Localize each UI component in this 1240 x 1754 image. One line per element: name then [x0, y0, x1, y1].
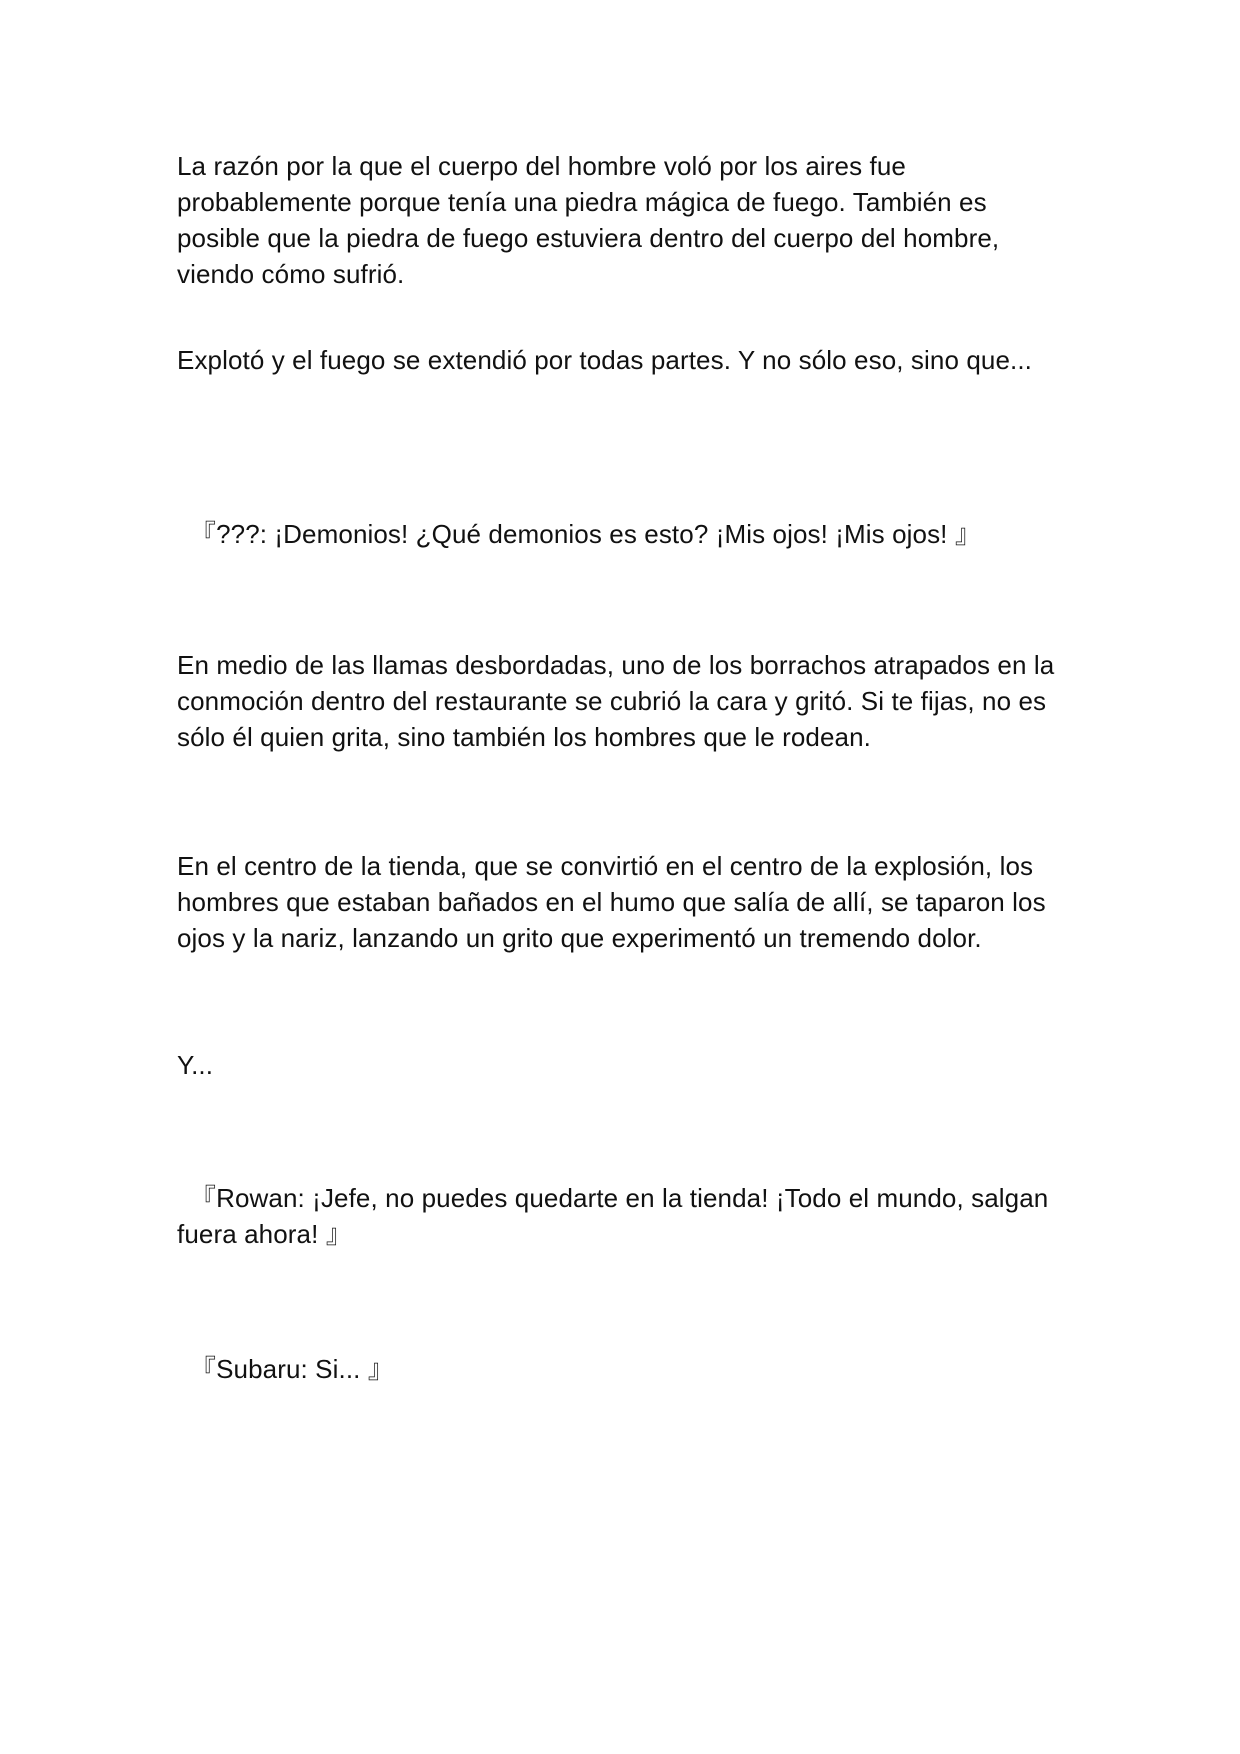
dialogue-1: 『???: ¡Demonios! ¿Qué demonios es esto? ¡Mis ojos! ¡Mis ojos! 』	[190, 519, 981, 549]
dialogue-3: 『Subaru: Si... 』	[190, 1354, 394, 1384]
paragraph-2: Explotó y el fuego se extendió por todas partes. Y no sólo eso, sino que...	[177, 345, 1032, 375]
dialogue-2: 『Rowan: ¡Jefe, no puedes quedarte en la tienda! ¡Todo el mundo, salgan fuera ahora! 』	[177, 1183, 1049, 1249]
paragraph-5: Y...	[177, 1050, 214, 1080]
paragraph-3: En medio de las llamas desbordadas, uno de los borrachos atrapados en la conmoción dentro del restaurante se cubrió la cara y gritó. Si te fijas, no es sólo él quien grita, sino también los hombres que le rodean.	[177, 650, 1055, 752]
paragraph-1: La razón por la que el cuerpo del hombre voló por los aires fue probablemente porque tenía una piedra mágica de fuego. También es posible que la piedra de fuego estuviera dentro del cuerpo del hombre, viendo cómo sufrió.	[177, 151, 1000, 289]
paragraph-4: En el centro de la tienda, que se convirtió en el centro de la explosión, los hombres que estaban bañados en el humo que salía de allí, se taparon los ojos y la nariz, lanzando un grito que experimentó un tremendo dolor.	[177, 851, 1046, 953]
